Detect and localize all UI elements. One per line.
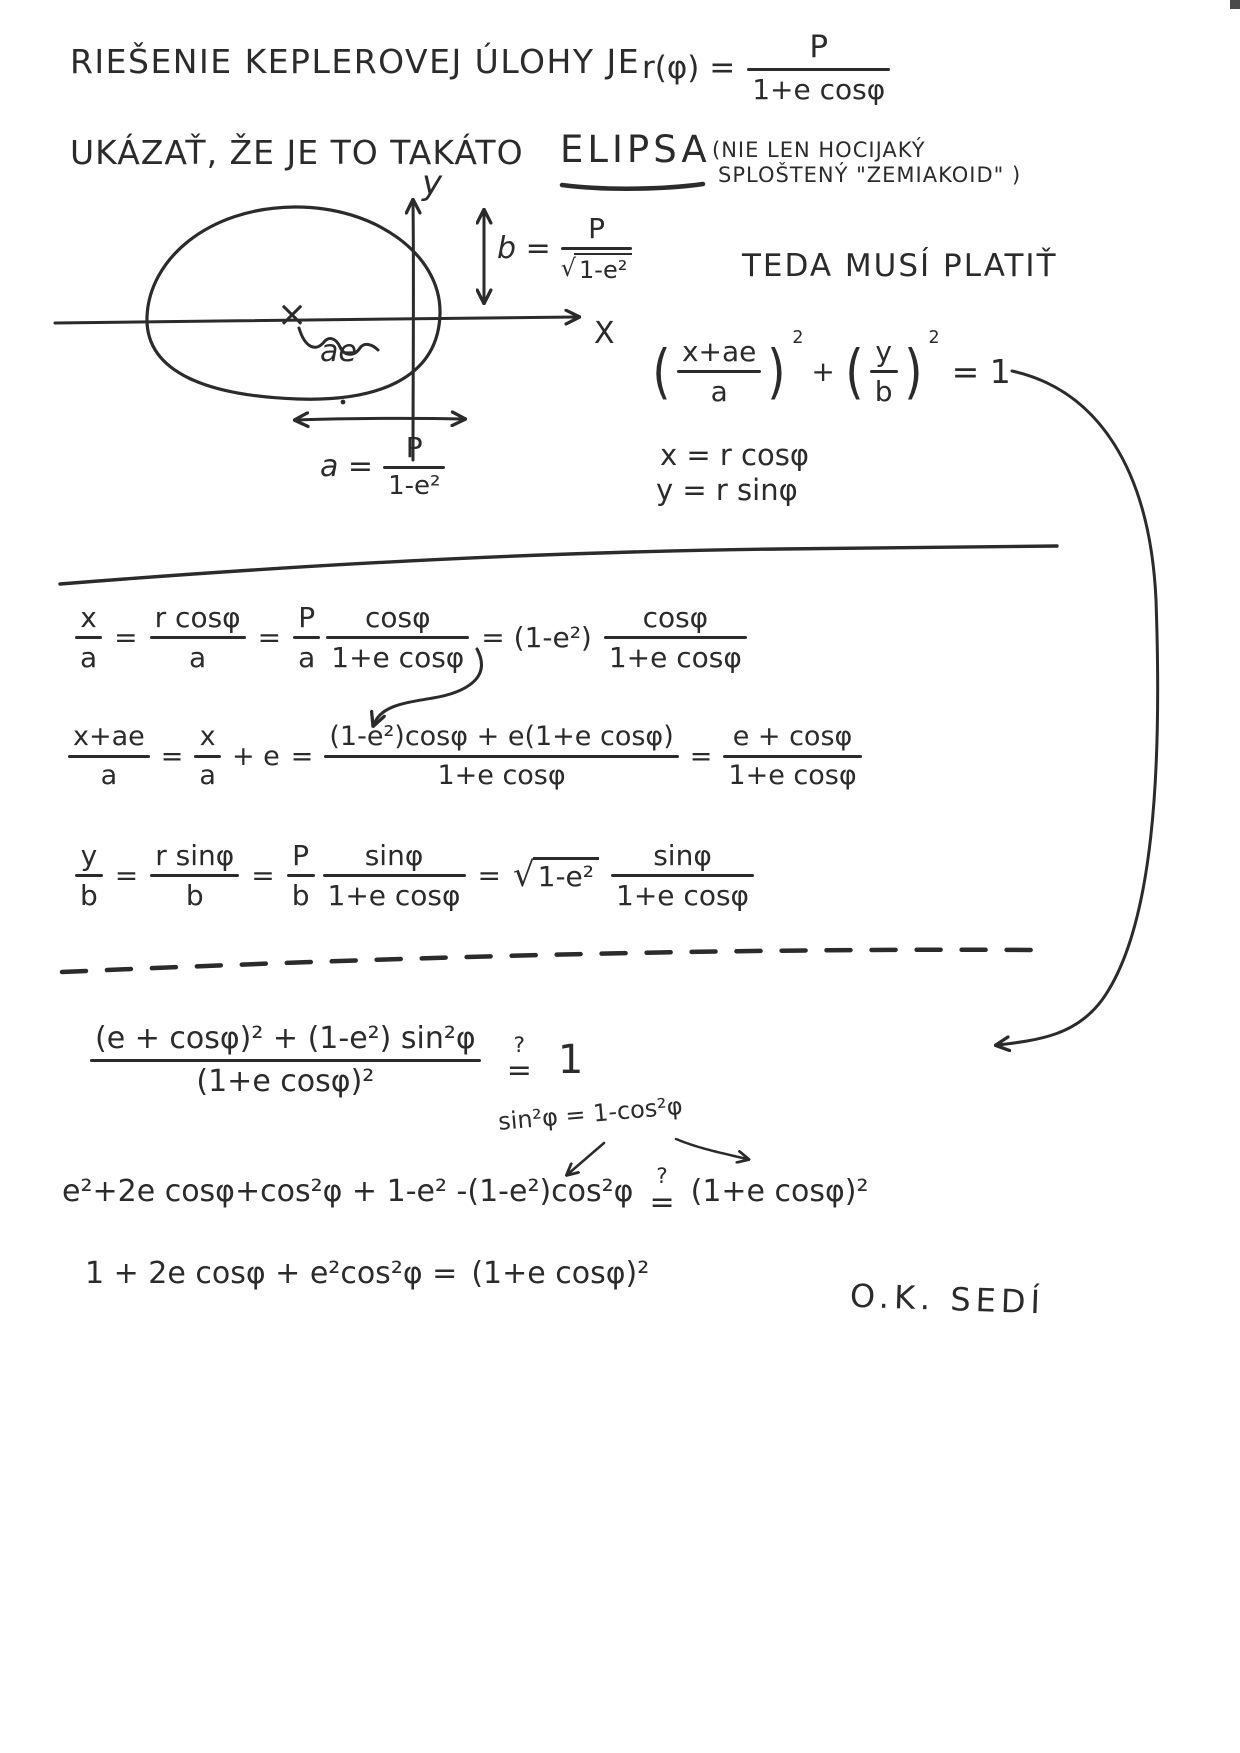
paren-close: ) [767,336,787,406]
denominator: 1+e cosφ [437,760,566,792]
numerator: x [80,601,97,634]
equals-sign: = [114,859,139,893]
fraction-bar [326,636,469,639]
dashed-divider [62,950,1038,972]
fraction-bar [75,636,102,639]
sin-over-1ecos [323,840,466,912]
derivation-line-1 [75,602,747,674]
denominator: a [189,641,207,675]
rsin-over-b [150,840,239,912]
long-curved-arrow [998,371,1158,1045]
y-over-b [75,840,103,912]
questioned-equals [649,1166,674,1218]
a-formula [320,432,445,501]
must-hold-heading: TEDA MUSÍ PLATIŤ [742,248,1058,284]
denominator: a [199,760,216,792]
derivation-line-3 [75,840,754,912]
fraction-bar [604,636,747,639]
elipsa-underline [562,184,703,189]
denominator: b [185,879,204,913]
x-axis-label: X [594,316,615,351]
final-lhs: 1 + 2e cosφ + e²cos²φ = [85,1256,458,1291]
one: 1 [557,1037,584,1084]
fraction-bar [287,874,315,877]
fraction-bar [194,755,221,758]
numerator: P [809,29,829,65]
x-ae-over-a [68,722,150,791]
fraction-bar [677,370,761,373]
fraction-bar [383,466,445,469]
equals-sign: = [649,1184,675,1220]
equals-sign: = [257,621,282,655]
ae-label: ae [320,334,357,369]
b-lhs: b = [497,231,551,267]
paren-close: ) [903,336,923,406]
expanded-equation-row [62,1166,869,1218]
e-cos-over-1ecos [723,722,861,791]
equals-sign: = [506,1053,532,1089]
denominator: 1+e cosφ [616,879,750,913]
fraction-bar [68,755,150,758]
sin-over-1ecos [611,840,754,912]
numerator: (1-e²)cosφ + e(1+e cosφ) [329,721,674,752]
exponent: 2 [792,328,804,348]
denominator: (1+e cosφ)² [196,1064,375,1100]
denominator: 1+e cosφ [728,760,857,792]
y-axis-label: y [422,163,443,203]
fraction-bar [324,755,678,758]
paren-open: ( [845,336,864,406]
numerator: x+ae [73,721,145,752]
sqrt-sign: √ [512,855,535,896]
fraction-bar [293,636,320,639]
denominator: 1+e cosφ [331,641,465,675]
x-axis [55,317,577,323]
exponent: 2 [928,328,940,348]
numerator: cosφ [642,601,709,634]
fraction-bar [150,636,246,639]
p-over-a [293,602,320,674]
a-arrow-dot [341,400,346,405]
denominator: a [80,641,98,675]
final-rhs: (1+e cosφ)² [471,1256,650,1291]
page-title: RIEŠENIE KEPLEROVEJ ÚLOHY JE [70,42,641,81]
denominator: 1+e cosφ [608,641,742,675]
question-mark: ? [513,1032,526,1058]
note-line-2: SPLOŠTENÝ "ZEMIAKOID" ) [718,163,1022,187]
numerator: e + cosφ [732,721,853,752]
subtitle: UKÁZAŤ, ŽE JE TO TAKÁTO [70,133,524,172]
cos-over-1ecos [604,602,747,674]
a-lhs: a = [320,449,374,485]
denominator: a [100,760,118,792]
r-phi-lhs: r(φ) = [642,49,736,86]
expanded-lhs: e²+2e cosφ+cos²φ + 1-e² -(1-e²)cos²φ [62,1174,634,1210]
sqrt-sign: √ [560,254,577,283]
numerator: cosφ [364,601,431,634]
scan-artifact [1230,0,1240,9]
denominator: b [291,879,310,913]
solid-divider [60,546,1057,584]
numerator: r sinφ [155,839,235,872]
b-fraction [561,213,633,284]
p-over-b [287,840,315,912]
verification-fraction [90,1022,481,1099]
numerator: P [298,601,316,634]
b-formula [497,213,632,284]
numerator: y [80,839,98,872]
cos-over-1ecos [326,602,469,674]
numerator: P [292,839,310,872]
plus-e: + e [231,741,280,773]
numerator: y [875,335,892,368]
fraction-bar [561,247,633,250]
equals-sign: = [160,741,184,773]
numerator: r cosφ [154,601,241,634]
p-over-b-times-frac [287,840,466,912]
radicand: 1-e² [574,253,632,284]
denominator [561,253,633,284]
question-mark: ? [656,1164,668,1189]
ok-sedi-note: O.K. SEDÍ [849,1276,1046,1322]
rcos-over-a [150,602,246,674]
a-fraction [383,432,445,501]
verification-fraction-row [90,1022,583,1099]
equals-sign: = [689,741,713,773]
p-over-a-times-frac [293,602,469,674]
trig-identity-note: sin²φ = 1-cos²φ [497,1091,684,1136]
fraction-bar [75,874,103,877]
r-phi-formula [642,30,890,105]
paren-open: ( [652,336,671,406]
x-ae-over-a [677,336,761,408]
numerator: sinφ [653,839,712,872]
equals-factor: = (1-e²) [481,621,592,655]
final-equation-row [85,1256,649,1291]
equals-sign: = [251,859,275,893]
derivation-line-2 [68,722,862,791]
expanded-fraction [324,722,678,791]
x-over-a [194,722,221,791]
equals-sign: = [290,741,314,773]
denominator: 1+e cosφ [327,879,461,913]
denominator: a [710,375,728,409]
equals-one: = 1 [951,352,1011,392]
denominator: a [298,641,316,675]
elipsa-label: ELIPSA [560,128,711,171]
y-over-b [870,336,898,408]
expanded-rhs: (1+e cosφ)² [690,1174,869,1210]
numerator: P [405,431,423,464]
ellipse-center-mark: × [277,294,308,335]
x-over-a [75,602,102,674]
substitution-x: x = r cosφ [660,438,809,472]
equals-sign: = [477,859,501,893]
denominator: 1+e cosφ [752,72,886,106]
a-double-arrow [297,418,463,420]
denominator: 1-e² [388,471,441,502]
ellipse-equation [650,328,1011,409]
denominator: b [80,879,98,913]
fraction-bar [723,755,861,758]
numerator: x+ae [681,335,757,368]
fraction-bar [611,874,754,877]
numerator: sinφ [364,839,424,872]
numerator: (e + cosφ)² + (1-e²) sin²φ [95,1021,476,1056]
numerator: x [199,721,216,752]
identity-arrow-right [676,1139,747,1159]
fraction-bar [323,874,466,877]
substitution-y: y = r sinφ [656,473,798,507]
fraction-bar [90,1059,481,1063]
numerator: P [588,212,605,245]
questioned-equals [506,1032,532,1089]
radicand: 1-e² [533,857,599,893]
plus-sign: + [811,355,835,389]
fraction-bar [870,370,898,373]
sqrt-term [513,857,599,894]
fraction-bar [150,874,239,877]
fraction-bar [747,68,890,71]
r-phi-fraction [747,30,890,105]
equals-sign: = [114,621,138,655]
note-line-1: (NIE LEN HOCIJAKÝ [712,138,926,162]
denominator: b [874,375,893,409]
